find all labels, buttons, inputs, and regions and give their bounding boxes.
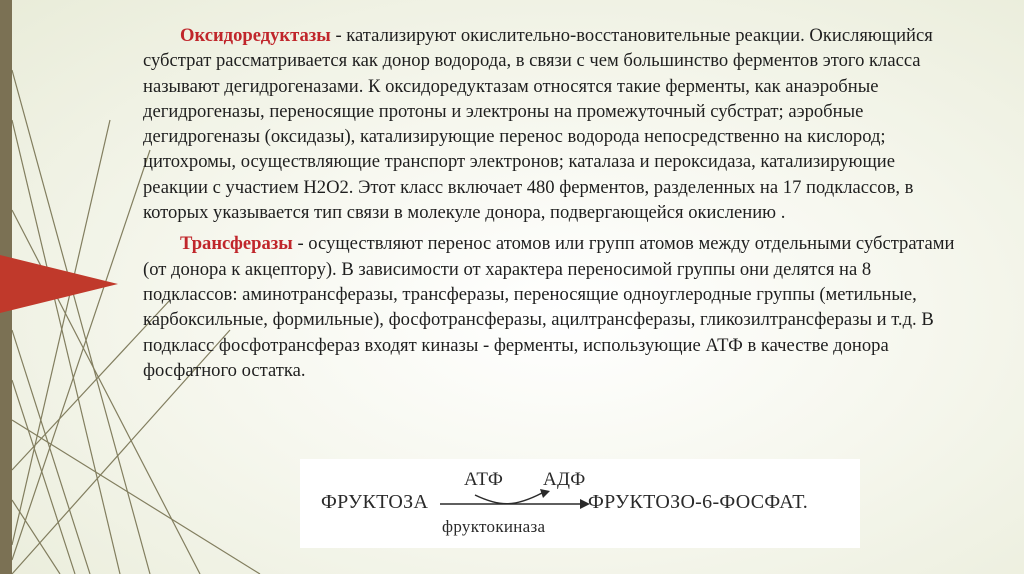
reaction-figure [300,459,860,548]
red-arrow-shape [0,255,118,313]
cofactor-atp: АТФ [464,469,504,490]
deco-line [12,420,260,574]
paragraph-oxidoreductases [143,23,963,225]
cofactor-curve [475,493,542,504]
paragraph-body: - осуществляют перенос атомов или групп атомов между отдельными субстратами (от донора к акцептору). В зависимости от характера переносимой группы они делятся на 8 подклассов: аминотрансферазы, трансферазы, переносящие одноуглеродные группы (метильные, карбоксильные, формильные), фосфотрансферазы, ацилтрансферазы, гликозилтрансферазы и т.д. В подкласс фосфотрансфераз входят киназы - ферменты, использующие АТФ в качестве донора фосфатного остатка. [143,233,955,381]
product-label: ФРУКТОЗО-6-ФОСФАТ. [588,491,809,513]
substrate-label: ФРУКТОЗА [321,491,429,513]
term-oxidoreductases: Оксидоредуктазы [180,25,331,46]
enzyme-label: фруктокиназа [442,517,546,536]
term-transferases: Трансферазы [180,233,293,255]
deco-line [12,120,120,574]
slide-text [143,23,963,383]
cofactor-adp: АДФ [543,469,586,490]
paragraph-body: - катализируют окислительно-восстановительные реакции. Окисляющийся субстрат рассматривается как донор водорода, в связи с чем большинство ферментов этого класса называют дегидрогеназами. К оксидоредуктазам относятся такие ферменты, как анаэробные дегидрогеназы, переносящие протоны и электроны на промежуточный субстрат; аэробные дегидрогеназы (оксидазы), катализирующие перенос водорода непосредственно на кислород; цитохромы, осуществляющие транспорт электронов; каталаза и пероксидаза, катализирующие реакции с участием Н2О2. Этот класс включает 480 ферментов, разделенных на 17 подклассов, в которых указывается тип связи в молекуле донора, подвергающейся окислению . [143,25,933,224]
deco-line [12,330,90,574]
paragraph-transferases [143,231,963,383]
